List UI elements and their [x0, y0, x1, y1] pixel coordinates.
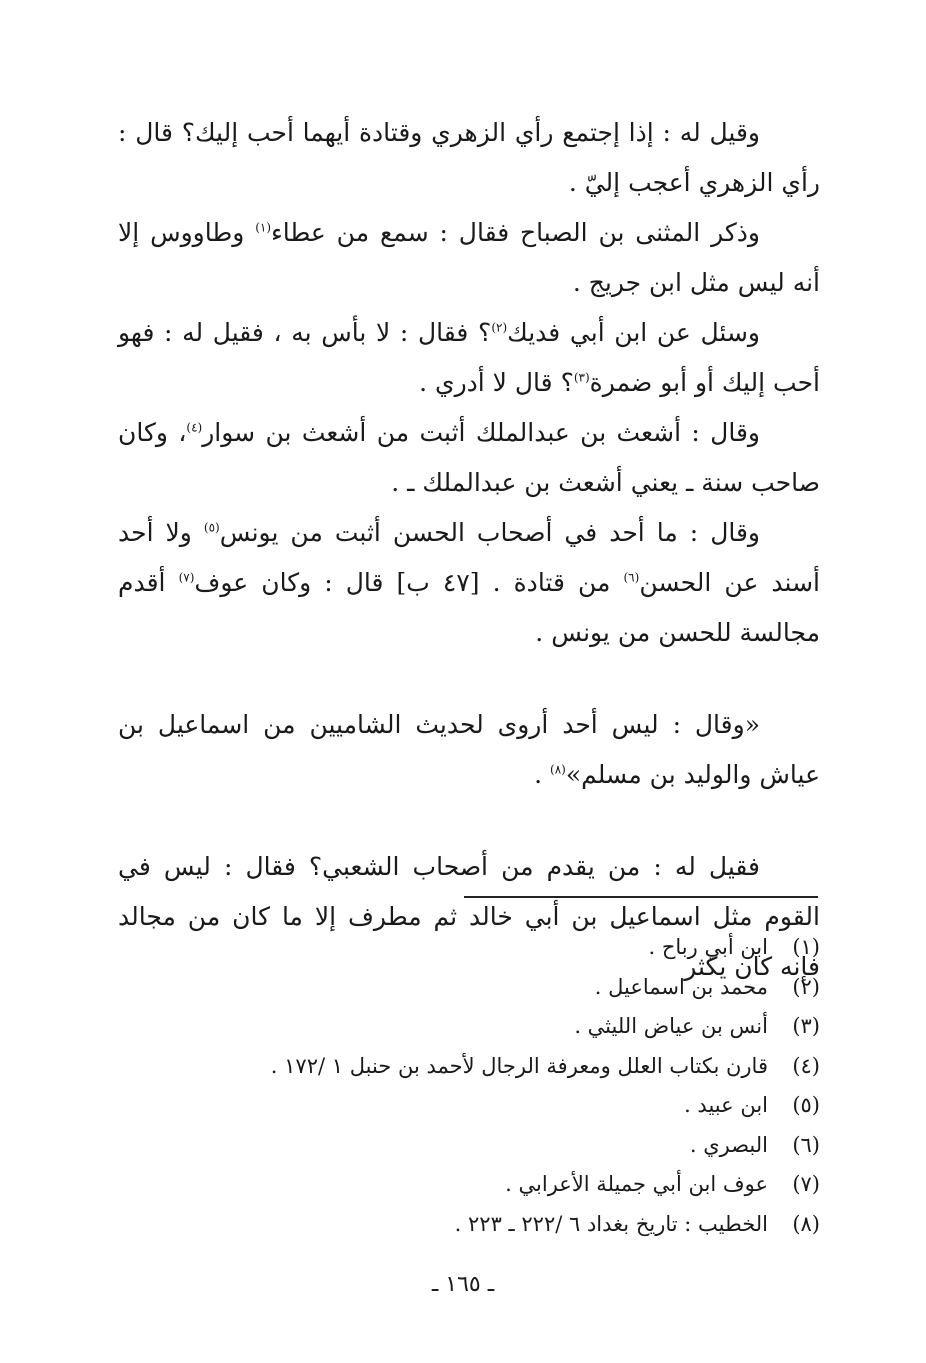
- footnote-item: [118, 1205, 820, 1245]
- footnote-number: (٢): [792, 974, 820, 999]
- footnote-text: محمد بن اسماعيل .: [594, 974, 768, 999]
- footnote-ref: (١): [255, 220, 272, 235]
- footnote-text: عوف ابن أبي جميلة الأعرابي .: [505, 1172, 768, 1196]
- footnote-item: [118, 1007, 820, 1047]
- paragraph: وقال : أشعث بن عبدالملك أثبت من أشعث بن سوار$^{(٤)}$، وكان صاحب سنة ـ يعني أشعث بن عبدالملك ـ .: [118, 418, 820, 497]
- footnote-text: الخطيب : تاريخ بغداد ٦ /٢٢٢ ـ ٢٢٣ .: [454, 1211, 768, 1236]
- footnote-number: (٦): [792, 1132, 820, 1157]
- page-number: ـ ١٦٥ ـ: [431, 1272, 495, 1297]
- paragraph: وقال : ما أحد في أصحاب الحسن أثبت من يونس$^{(٥)}$ ولا أحد أسند عن الحسن$^{(٦)}$ من قتادة . [٤٧ ب] قال : وكان عوف$^{(٧)}$ أقدم مجالسة للحسن من يونس .: [118, 518, 820, 647]
- footnote-text: قارن بكتاب العلل ومعرفة الرجال لأحمد بن حنبل ١ /١٧٢ .: [270, 1053, 768, 1078]
- footnote-ref: (٤): [186, 420, 203, 435]
- footnote-item: [118, 1165, 820, 1205]
- footnote-number: (١): [792, 935, 820, 959]
- footnote-ref: (٣): [573, 370, 590, 385]
- footnote-number: (٥): [792, 1093, 820, 1117]
- footnote-ref: (٨): [550, 762, 566, 777]
- footnote-ref: (٥): [203, 520, 220, 535]
- footnote-text: البصري .: [689, 1132, 768, 1157]
- footnote-number: (٤): [792, 1053, 820, 1078]
- footnote-item: [118, 928, 820, 968]
- paragraph: «وقال : ليس أحد أروى لحديث الشاميين من اسماعيل بن عياش والوليد بن مسلم»$^{(٨)}$ .: [118, 710, 820, 789]
- footnote-item: [118, 1126, 820, 1166]
- footnote-number: (٣): [792, 1014, 820, 1038]
- footnote-ref: (٦): [623, 570, 640, 585]
- paragraph: وسئل عن ابن أبي فديك$^{(٢)}$؟ فقال : لا بأس به ، فقيل له : فهو أحب إليك أو أبو ضمرة$^{(٣)}$؟ قال لا أدري .: [118, 318, 820, 397]
- footnote-item: [118, 968, 820, 1008]
- footnote-text: ابن أبي رباح .: [648, 935, 768, 959]
- footnote-text: ابن عبيد .: [684, 1093, 768, 1117]
- footnote-number: (٧): [792, 1172, 820, 1196]
- footnote-item: [118, 1047, 820, 1087]
- footnote-text: أنس بن عياض الليثي .: [574, 1014, 768, 1038]
- main-text: [118, 108, 820, 992]
- paragraph: فقيل له : من يقدم من أصحاب الشعبي؟ فقال : ليس في القوم مثل اسماعيل بن أبي خالد ثم مطرف إلا ما كان من مجالد فإنه كان يكثر: [118, 852, 820, 981]
- footnote-divider: [464, 896, 818, 898]
- paragraph: وذكر المثنى بن الصباح فقال : سمع من عطاء$^{(١)}$ وطاووس إلا أنه ليس مثل ابن جريج .: [118, 218, 820, 297]
- footnotes-list: [118, 928, 820, 1244]
- footnote-item: [118, 1086, 820, 1126]
- footnote-ref: (٧): [178, 570, 195, 585]
- footnote-ref: (٢): [491, 320, 508, 335]
- footnote-number: (٨): [792, 1211, 820, 1236]
- paragraph: وقيل له : إذا إجتمع رأي الزهري وقتادة أيهما أحب إليك؟ قال : رأي الزهري أعجب إليّ .: [118, 118, 820, 197]
